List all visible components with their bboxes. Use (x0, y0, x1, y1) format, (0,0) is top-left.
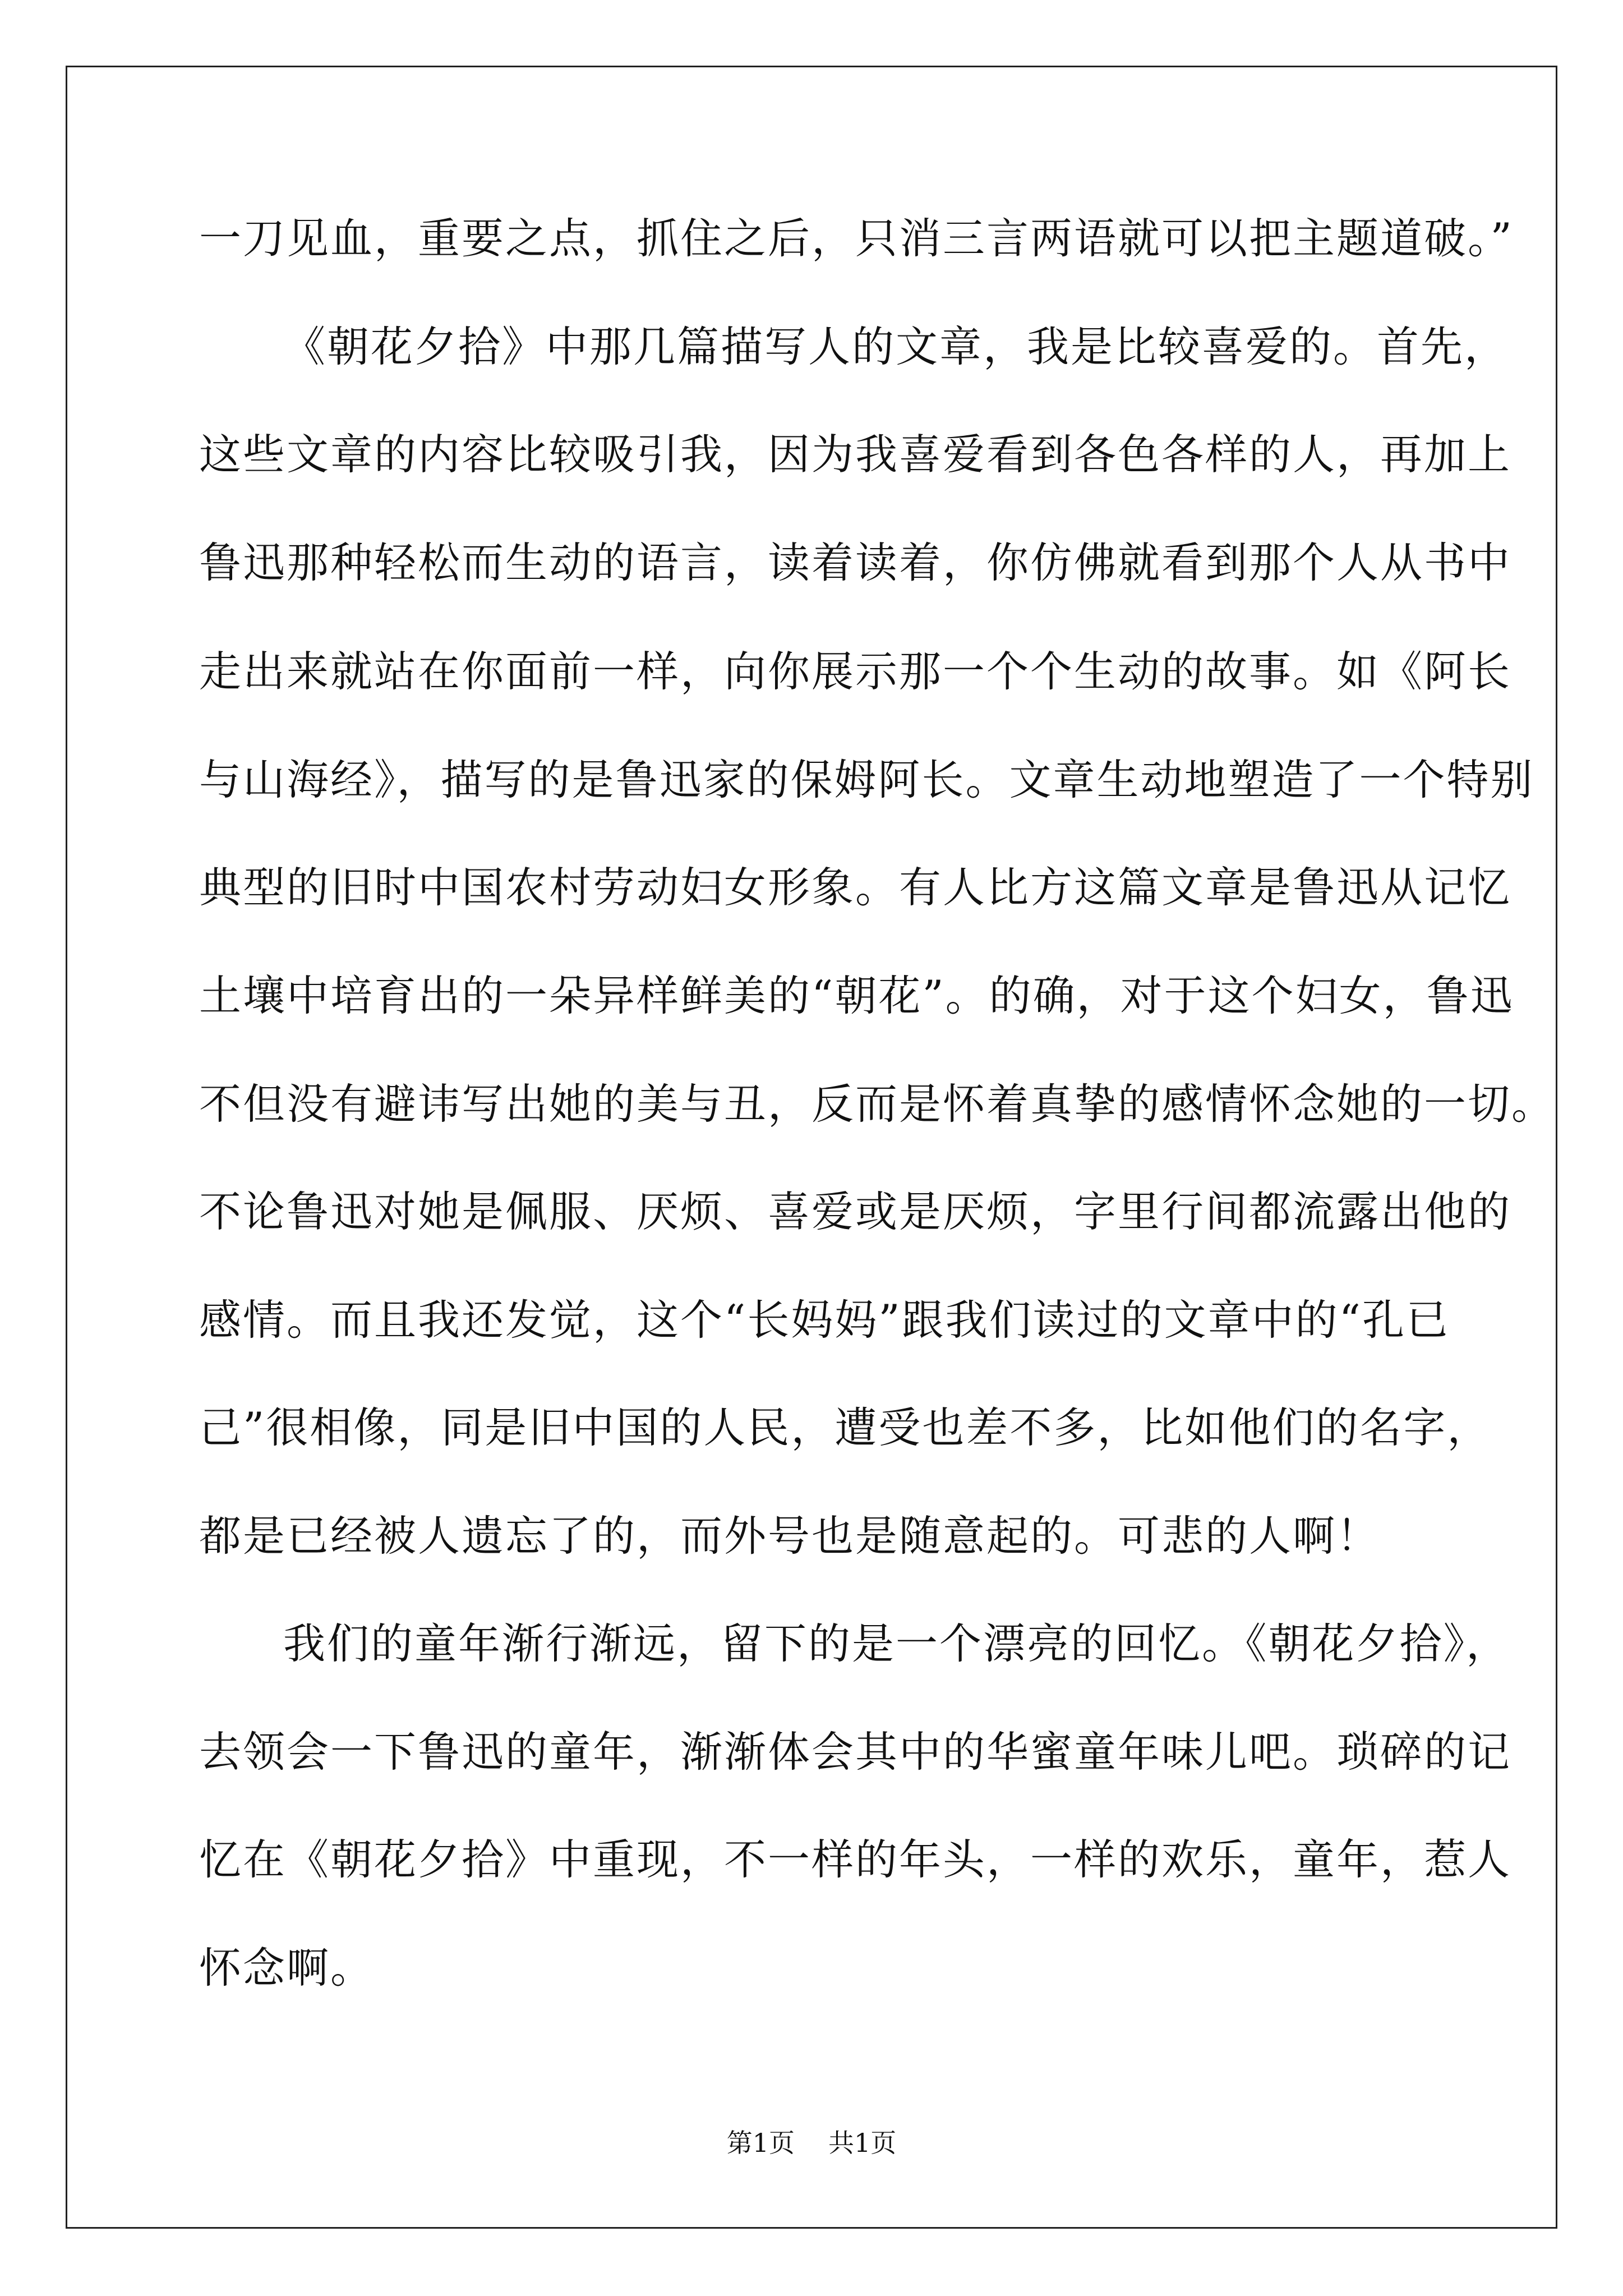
page-number-current: 第1页 (726, 2128, 795, 2158)
text-line: 与山海经》，描写的是鲁迅家的保姆阿长。文章生动地塑造了一个特别 (199, 755, 1534, 804)
text-line: 这些文章的内容比较吸引我，因为我喜爱看到各色各样的人，再加上 (199, 430, 1512, 479)
text-line: 典型的旧时中国农村劳动妇女形象。有人比方这篇文章是鲁迅从记忆 (199, 863, 1512, 912)
page-frame (66, 66, 1557, 2229)
page-footer (0, 2126, 1623, 2160)
text-line: 感情。而且我还发觉，这个“长妈妈”跟我们读过的文章中的“孔已 (199, 1295, 1450, 1345)
text-line: 怀念啊。 (199, 1943, 375, 1993)
text-line: 鲁迅那种轻松而生动的语言，读着读着，你仿佛就看到那个人从书中 (199, 538, 1512, 587)
paragraph-start-line: 我们的童年渐行渐远，留下的是一个漂亮的回忆。《朝花夕拾》， (283, 1619, 1510, 1668)
text-line: 去领会一下鲁迅的童年，渐渐体会其中的华蜜童年味儿吧。琐碎的记 (199, 1727, 1512, 1777)
text-line: 不论鲁迅对她是佩服、厌烦、喜爱或是厌烦，字里行间都流露出他的 (199, 1187, 1512, 1236)
paragraph-start-line: 《朝花夕拾》中那几篇描写人的文章，我是比较喜爱的。首先， (283, 322, 1509, 371)
text-line: 走出来就站在你面前一样，向你展示那一个个生动的故事。如《阿长 (199, 647, 1512, 696)
text-line: 不但没有避讳写出她的美与丑，反而是怀着真挚的感情怀念她的一切。 (199, 1079, 1556, 1129)
text-line: 一刀见血，重要之点，抓住之后，只消三言两语就可以把主题道破。” (199, 214, 1514, 263)
text-line: 土壤中培育出的一朵异样鲜美的“朝花”。的确，对于这个妇女，鲁迅 (199, 971, 1514, 1020)
text-line: 己”很相像，同是旧中国的人民，遭受也差不多，比如他们的名字， (199, 1403, 1491, 1452)
text-line: 都是已经被人遗忘了的，而外号也是随意起的。可悲的人啊！ (199, 1511, 1381, 1561)
text-line: 忆在《朝花夕拾》中重现，不一样的年头，一样的欢乐，童年，惹人 (199, 1835, 1512, 1884)
page-number-total: 共1页 (828, 2128, 897, 2158)
